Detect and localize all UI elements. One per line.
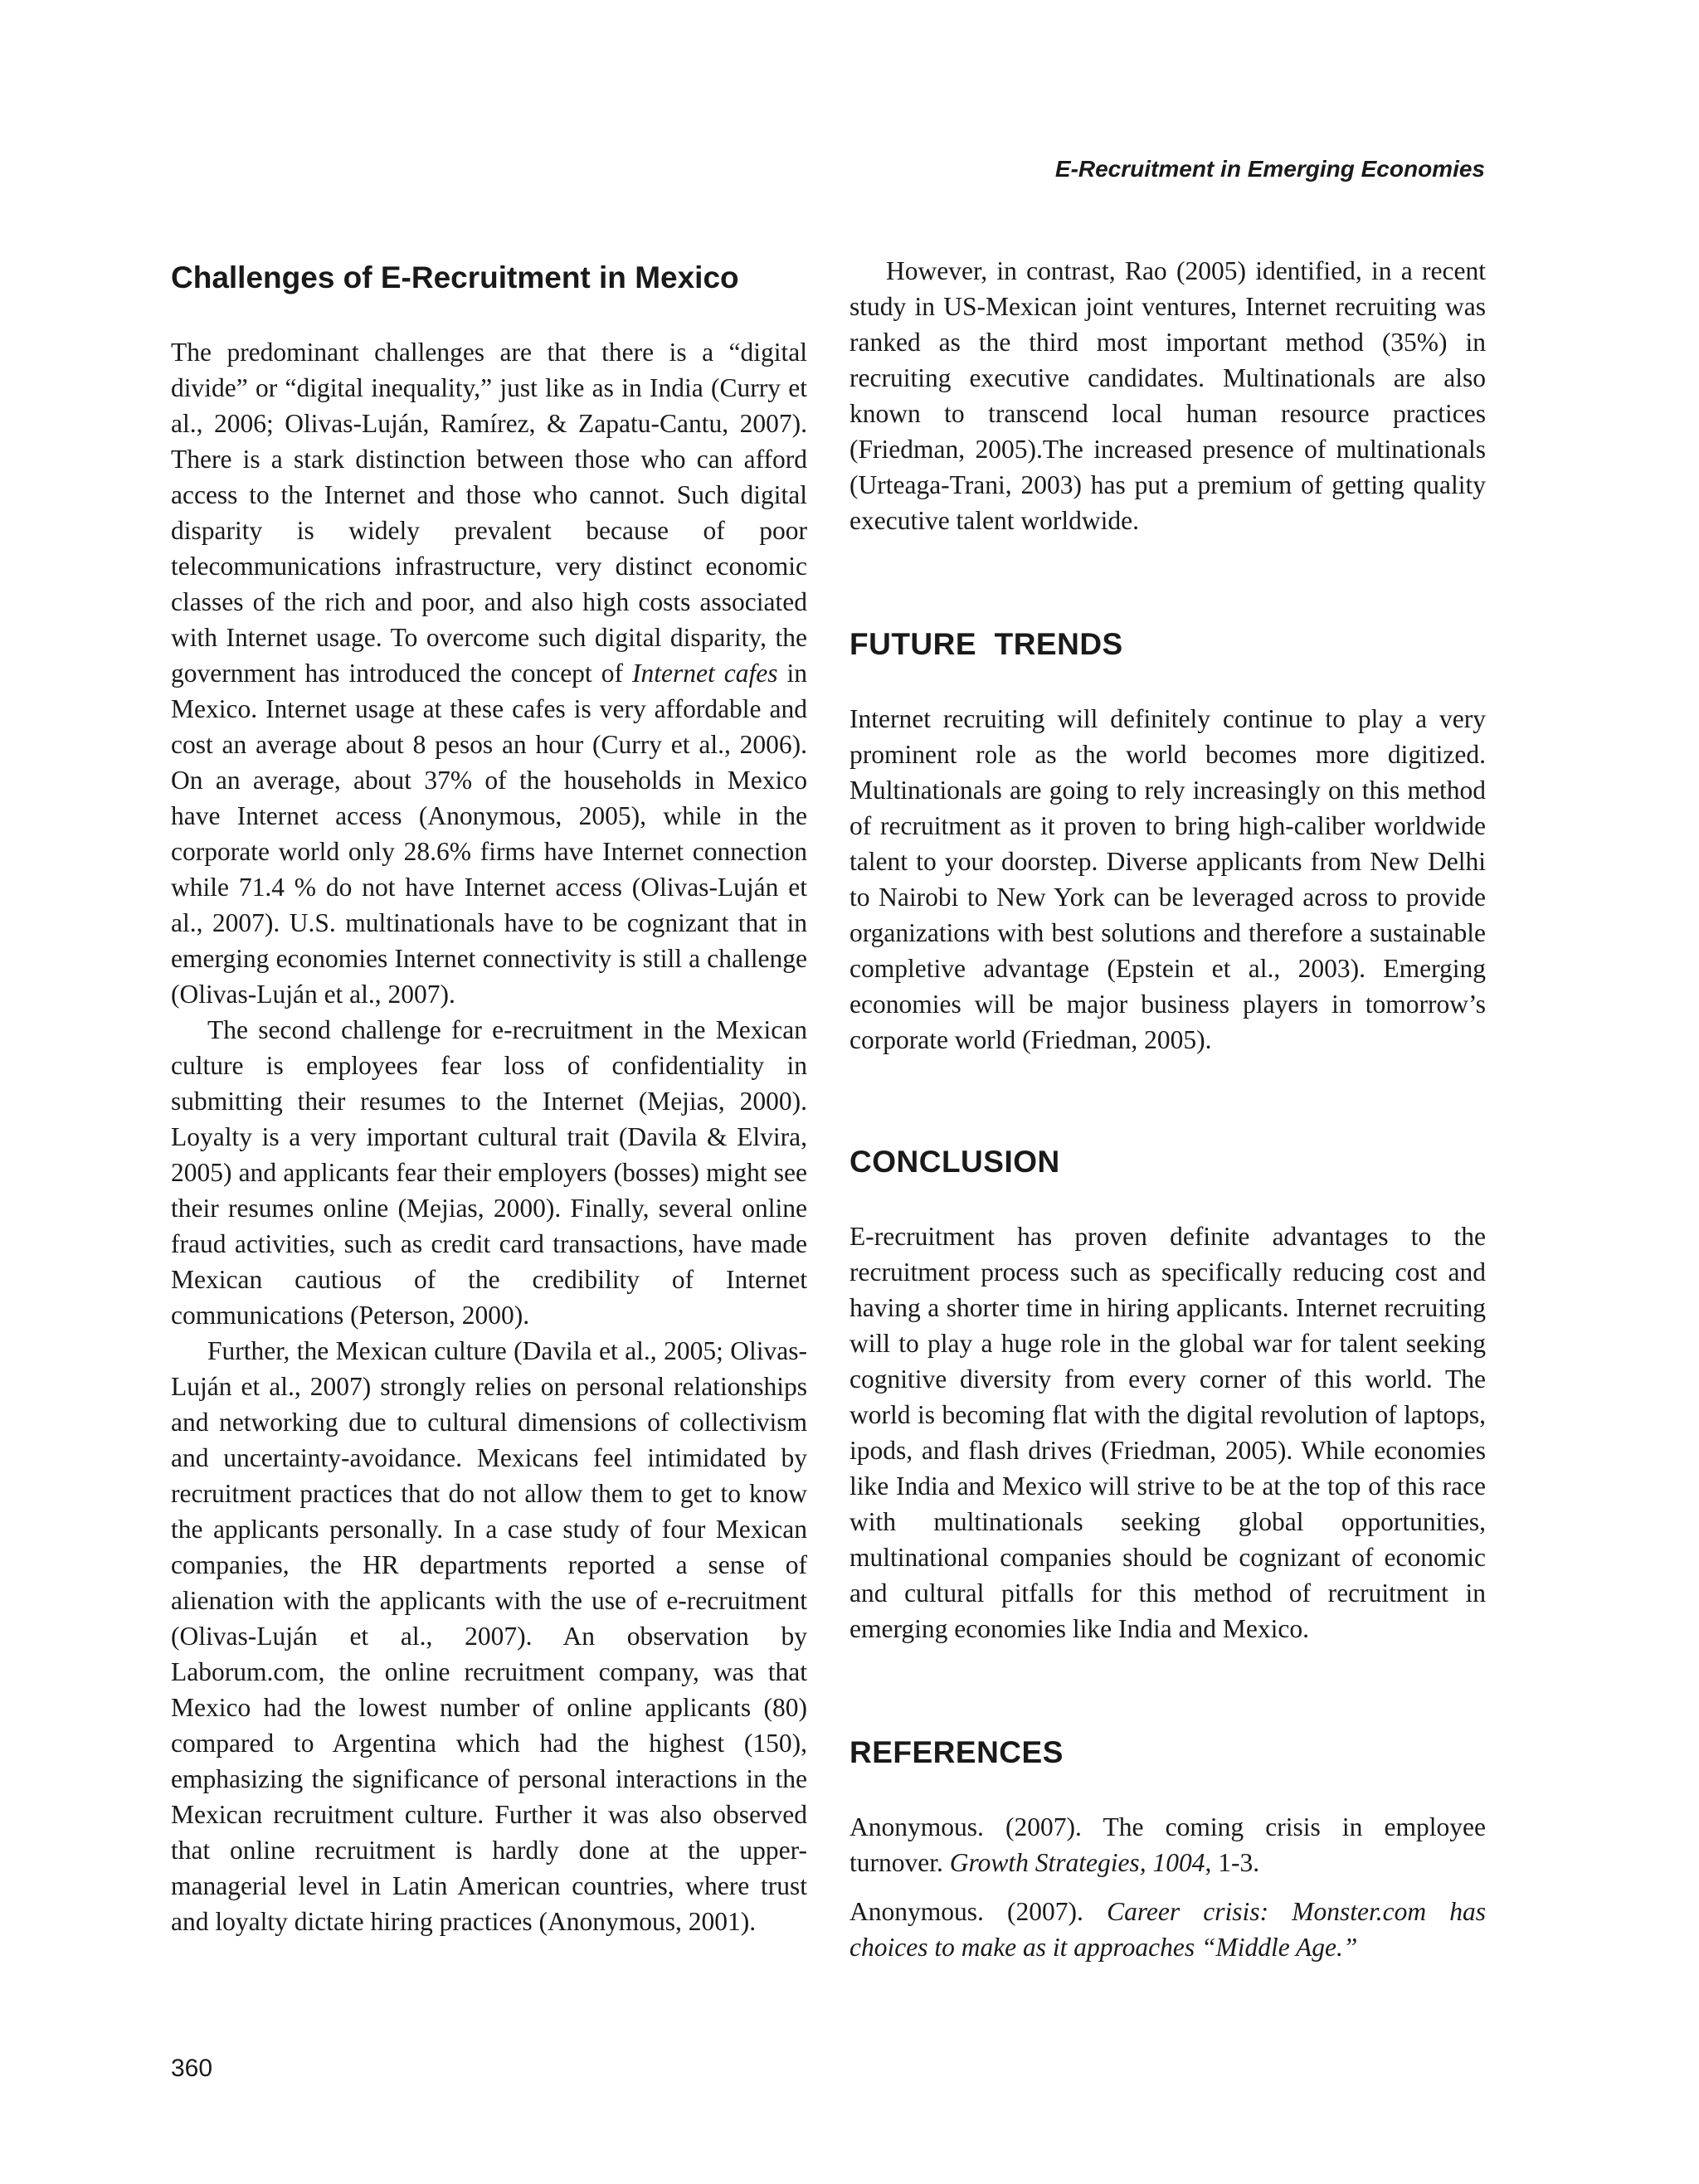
right-column (850, 253, 1486, 1978)
reference-text: Anonymous. (2007). The coming crisis in employee turnover. (850, 1812, 1486, 1877)
left-column (171, 253, 807, 1939)
reference-source: Career crisis: Monster.com has choices to make as it approaches “Middle Age.” (850, 1897, 1486, 1962)
reference-entry (850, 1809, 1486, 1880)
italic-term: Internet cafes (631, 659, 778, 688)
section-heading-challenges: Challenges of E-Recruitment in Mexico (171, 260, 739, 294)
running-head: E-Recruitment in Emerging Economies (1054, 156, 1485, 182)
paragraph: Internet recruiting will definitely continue to play a very prominent role as the world becomes more digitized. Multinationals are going to rely increasingly on this method of recruitment as it proven to bring high-caliber worldwide talent to your doorstep. Diverse applicants from New Delhi to Nairobi to New York can be leveraged across to provide organizations with best solutions and therefore a sustainable completive advantage (Epstein et al., 2003). Emerging economies will be major business players in tomorrow’s corporate world (Friedman, 2005). (850, 704, 1486, 1054)
reference-text: , 1-3. (1205, 1848, 1260, 1877)
page-number: 360 (171, 2055, 213, 2082)
paragraph-text: in Mexico. Internet usage at these cafes is very affordable and cost an average about 8 pesos an hour (Curry et al., 2006). On an average, about 37% of the households in Mexico have Internet access (Anonymous, 2005), while in the corporate world only 28.6% firms have Internet connection while 71.4 % do not have Internet access (Olivas-Luján et al., 2007). U.S. multinationals have to be cognizant that in emerging economies Internet connectivity is still a challenge (Olivas-Luján et al., 2007). (171, 659, 807, 1009)
paragraph: Further, the Mexican culture (Davila et al., 2005; Olivas-Luján et al., 2007) strongly relies on personal relationships and networking due to cultural dimensions of collectivism and uncertainty-avoidance. Mexicans feel intimidated by recruitment practices that do not allow them to get to know the applicants personally. In a case study of four Mexican companies, the HR departments reported a sense of alienation with the applicants with the use of e-recruitment (Olivas-Luján et al., 2007). An observation by Laborum.com, the online recruitment company, was that Mexico had the lowest number of online applicants (80) compared to Argentina which had the highest (150), emphasizing the significance of personal interactions in the Mexican recruitment culture. Further it was also observed that online recruitment is hardly done at the upper-managerial level in Latin American countries, where trust and loyalty dictate hiring practices (Anonymous, 2001). (171, 1336, 807, 1936)
paragraph (171, 334, 807, 1012)
paragraph: E-recruitment has proven definite advantages to the recruitment process such as specifically reducing cost and having a shorter time in hiring applicants. Internet recruiting will to play a huge role in the global war for talent seeking cognitive diversity from every corner of this world. The world is becoming flat with the digital revolution of laptops, ipods, and flash drives (Friedman, 2005). While economies like India and Mexico will strive to be at the top of this race with multinationals seeking global opportunities, multinational companies should be cognizant of economic and cultural pitfalls for this method of recruitment in emerging economies like India and Mexico. (850, 1222, 1486, 1643)
paragraph: However, in contrast, Rao (2005) identified, in a recent study in US-Mexican joint ventures, Internet recruiting was ranked as the third most important method (35%) in recruiting executive candidates. Multinationals are also known to transcend local human resource practices (Friedman, 2005).The increased presence of multinationals (Urteaga-Trani, 2003) has put a premium of getting quality executive talent worldwide. (850, 256, 1486, 535)
reference-entry (850, 1894, 1486, 1965)
reference-source: Growth Strategies, 1004 (949, 1848, 1205, 1877)
paragraph: The second challenge for e-recruitment in the Mexican culture is employees fear loss of confidentiality in submitting their resumes to the Internet (Mejias, 2000). Loyalty is a very important cultural trait (Davila & Elvira, 2005) and applicants fear their employers (bosses) might see their resumes online (Mejias, 2000). Finally, several online fraud activities, such as credit card transactions, have made Mexican cautious of the credibility of Internet communications (Peterson, 2000). (171, 1015, 807, 1330)
section-heading-references: REFERENCES (850, 1735, 1064, 1769)
reference-text: Anonymous. (2007). (850, 1897, 1108, 1926)
section-heading-conclusion: CONCLUSION (850, 1145, 1060, 1179)
paragraph-text: The predominant challenges are that there is a “digital divide” or “digital inequality,” just like as in India (Curry et al., 2006; Olivas-Luján, Ramírez, & Zapatu-Cantu, 2007). There is a stark distinction between those who can afford access to the Internet and those who cannot. Such digital disparity is widely prevalent because of poor telecommunications infrastructure, very distinct economic classes of the rich and poor, and also high costs associated with Internet usage. To overcome such digital disparity, the government has introduced the concept of (171, 338, 807, 688)
section-heading-future-trends: FUTURE TRENDS (850, 627, 1123, 661)
